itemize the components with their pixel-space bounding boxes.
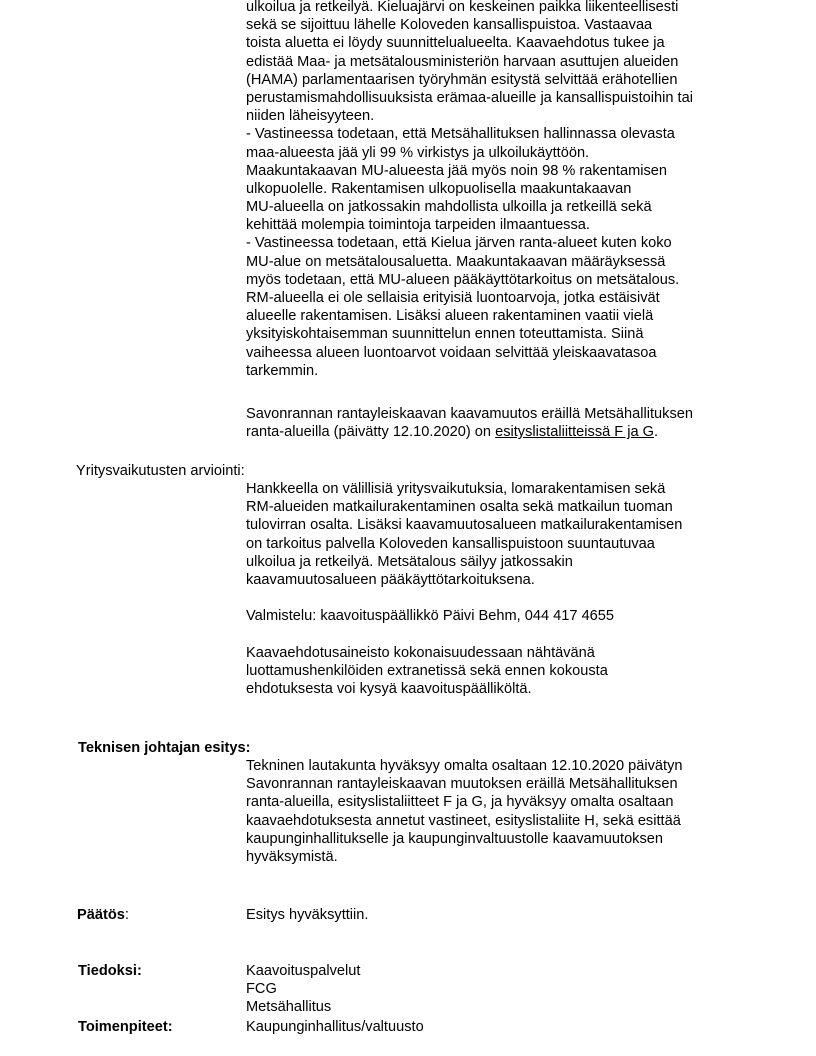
decision-heading <box>77 906 129 924</box>
continuation-paragraph <box>246 0 746 380</box>
text-line: - Vastineessa todetaan, että Kielua järven ranta-alueet kuten koko <box>246 235 672 252</box>
text-line: MU-alue on metsätalousaluetta. Maakuntakaavan määräyksessä <box>246 253 666 270</box>
text-fragment: . <box>654 424 659 441</box>
text-line: toista aluetta ei löydy suunnittelualueelta. Kaavaehdotus tukee ja <box>246 35 665 52</box>
attachments-link[interactable]: esityslistaliitteissä F ja G <box>495 424 655 441</box>
text-line: kehittää molempia toimintoja tarpeiden ilmaantuessa. <box>246 217 590 234</box>
text-line: perustamismahdollisuuksista erämaa-alueille ja kansallispuistoihin tai <box>246 89 693 106</box>
decision-heading-colon: : <box>124 907 129 923</box>
list-item: Metsähallitus <box>246 999 332 1016</box>
business-impact-heading: Yritysvaikutusten arviointi: <box>76 463 245 479</box>
text-line: kaupunginhallitukselle ja kaupunginvaltuustolle kaavamuutoksen <box>246 830 664 847</box>
text-fragment: ranta-alueilla (päivätty 12.10.2020) on <box>246 424 496 441</box>
text-line: RM-alueiden matkailurakentaminen osalta sekä matkailun tuoman <box>246 499 673 516</box>
text-line: hyväksymistä. <box>246 848 338 865</box>
actions-text: Kaupunginhallitus/valtuusto <box>246 1019 424 1035</box>
proposal-heading: Teknisen johtajan esitys: <box>78 740 251 756</box>
text-line: kaavamuutosalueen pääkäyttötarkoituksena. <box>246 571 535 588</box>
business-impact-paragraph <box>246 480 746 589</box>
text-line: tarkemmin. <box>246 362 319 379</box>
text-line: ehdotuksesta voi kysyä kaavoituspäälliköltä. <box>246 681 532 698</box>
text-line: on tarkoitus palvella Koloveden kansallispuistoon suuntautuvaa <box>246 535 655 552</box>
decision-text: Esitys hyväksyttiin. <box>246 907 369 923</box>
text-line: ulkopuolelle. Rakentamisen ulkopuolisella maakuntakaavan <box>246 180 632 197</box>
for-information-list <box>246 962 746 1017</box>
text-line: edistää Maa- ja metsätalousministeriön harvaan asuttujen alueiden <box>246 53 679 70</box>
proposal-paragraph <box>246 757 746 866</box>
text-line: MU-alueella on jatkossakin mahdollista ulkoilla ja retkeillä sekä <box>246 199 652 216</box>
attachments-reference <box>246 405 746 441</box>
text-line: yksityiskohtaisemman suunnittelun ennen toteuttamista. Siinä <box>246 326 644 343</box>
text-line: vaiheessa alueen luontoarvot voidaan selvittää yleiskaavatasoa <box>246 344 657 361</box>
text-line: sekä se sijoittuu lähelle Koloveden kansallispuistoa. Vastaavaa <box>246 17 653 34</box>
text-line: Kaavaehdotusaineisto kokonaisuudessaan nähtävänä <box>246 645 595 661</box>
text-line: alueelle rakentamisen. Lisäksi alueen rakentaminen vaatii vielä <box>246 308 654 325</box>
text-line: myös todetaan, että MU-alueen pääkäyttötarkoitus on metsätalous. <box>246 271 680 288</box>
text-line: Hankkeella on välillisiä yritysvaikutuksia, lomarakentamisen sekä <box>246 481 666 497</box>
text-line: ranta-alueilla, esityslistaliitteet F ja G, ja hyväksyy omalta osaltaan <box>246 794 674 811</box>
text-line: ulkoilua ja retkeilyä. Kieluajärvi on keskeinen paikka liikenteellisesti <box>246 0 679 15</box>
text-line: niiden läheisyyteen. <box>246 108 375 125</box>
decision-heading-label: Päätös <box>77 907 125 923</box>
text-line: - Vastineessa todetaan, että Metsähallituksen hallinnassa olevasta <box>246 126 675 143</box>
material-paragraph <box>246 644 746 699</box>
text-line: RM-alueella ei ole sellaisia erityisiä luontoarvoja, jotka estäisivät <box>246 290 660 306</box>
text-line <box>246 423 746 441</box>
preparer-line: Valmistelu: kaavoituspäällikkö Päivi Behm, 044 417 4655 <box>246 608 615 624</box>
list-item: Kaavoituspalvelut <box>246 963 361 979</box>
list-item: FCG <box>246 981 277 998</box>
text-line: ulkoilua ja retkeilyä. Metsätalous säilyy jatkossakin <box>246 553 573 570</box>
text-line: tulovirran osalta. Lisäksi kaavamuutosalueen matkailurakentamisen <box>246 517 683 534</box>
text-line: Savonrannan rantayleiskaavan muutoksen eräillä Metsähallituksen <box>246 776 678 793</box>
text-line: maa-alueesta jää yli 99 % virkistys ja ulkoilukäyttöön. <box>246 144 590 161</box>
text-line: Tekninen lautakunta hyväksyy omalta osaltaan 12.10.2020 päivätyn <box>246 758 683 774</box>
for-information-heading: Tiedoksi: <box>78 963 142 979</box>
text-line: luottamushenkilöiden extranetissä sekä ennen kokousta <box>246 663 608 680</box>
text-line: Maakuntakaavan MU-alueesta jää myös noin 98 % rakentamisen <box>246 162 668 179</box>
text-line: Savonrannan rantayleiskaavan kaavamuutos eräillä Metsähallituksen <box>246 406 693 422</box>
text-line: kaavaehdotuksesta annetut vastineet, esityslistaliite H, sekä esittää <box>246 812 681 829</box>
actions-heading: Toimenpiteet: <box>78 1019 173 1035</box>
text-line: (HAMA) parlamentaarisen työryhmän esitystä selvittää erähotellien <box>246 71 678 88</box>
